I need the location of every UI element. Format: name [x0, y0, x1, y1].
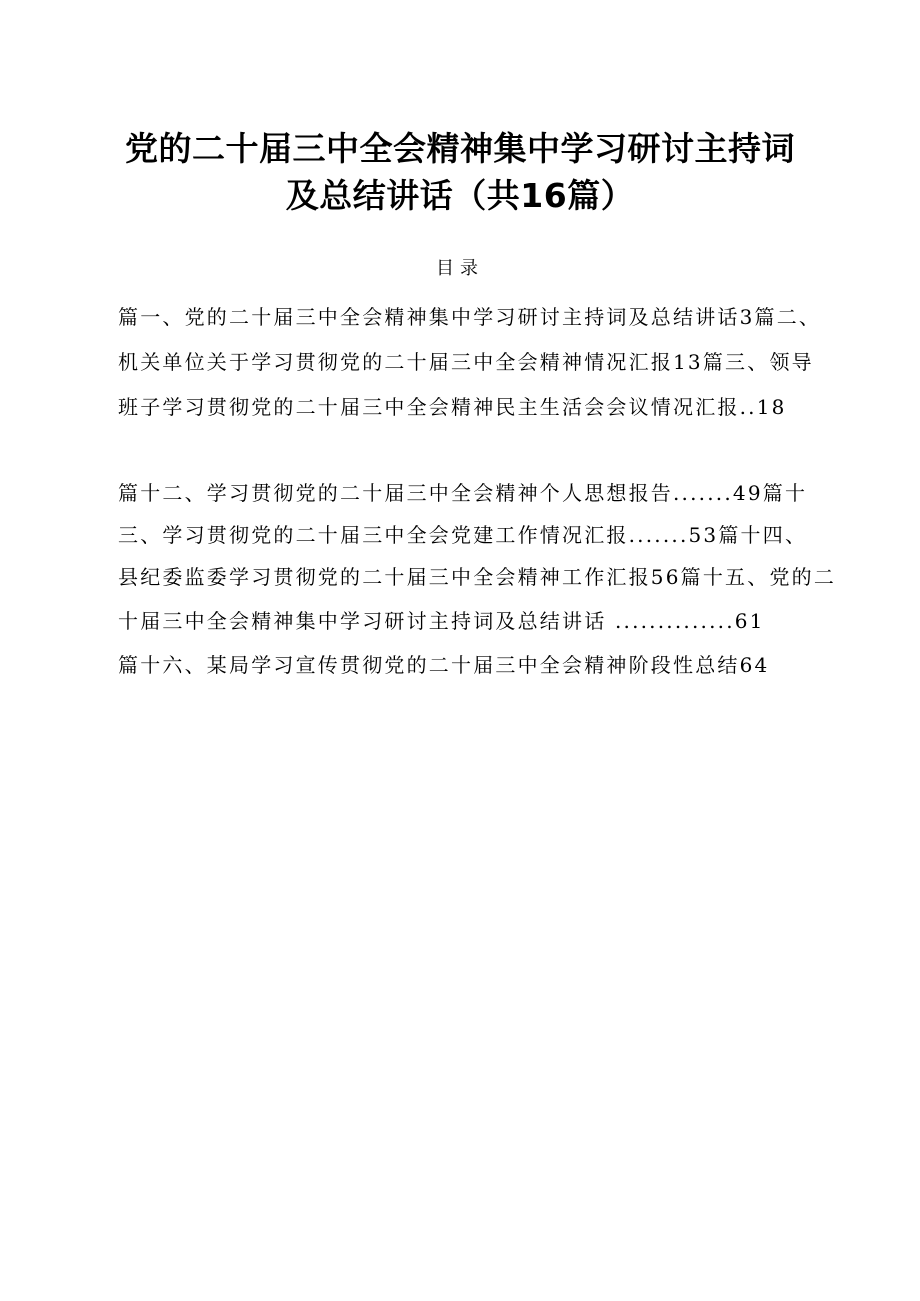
toc-heading: 目录	[436, 258, 484, 279]
toc-line[interactable]: 班子学习贯彻党的二十届三中全会精神民主生活会会议情况汇报..18	[118, 395, 787, 419]
toc-line[interactable]: 县纪委监委学习贯彻党的二十届三中全会精神工作汇报56篇十五、党的二	[118, 565, 837, 589]
document-title-line-2: 及总结讲话（共16篇）	[285, 176, 635, 215]
toc-line[interactable]: 机关单位关于学习贯彻党的二十届三中全会精神情况汇报13篇三、领导	[118, 350, 814, 374]
toc-line[interactable]: 篇十二、学习贯彻党的二十届三中全会精神个人思想报告.......49篇十	[118, 481, 808, 505]
toc-line[interactable]: 十届三中全会精神集中学习研讨主持词及总结讲话 ..............61	[118, 609, 765, 633]
toc-line[interactable]: 篇十六、某局学习宣传贯彻党的二十届三中全会精神阶段性总结64	[118, 653, 770, 677]
toc-line[interactable]: 篇一、党的二十届三中全会精神集中学习研讨主持词及总结讲话3篇二、	[118, 305, 822, 329]
toc-line[interactable]: 三、学习贯彻党的二十届三中全会党建工作情况汇报.......53篇十四、	[118, 523, 808, 547]
document-title-line-1: 党的二十届三中全会精神集中学习研讨主持词	[125, 129, 795, 168]
